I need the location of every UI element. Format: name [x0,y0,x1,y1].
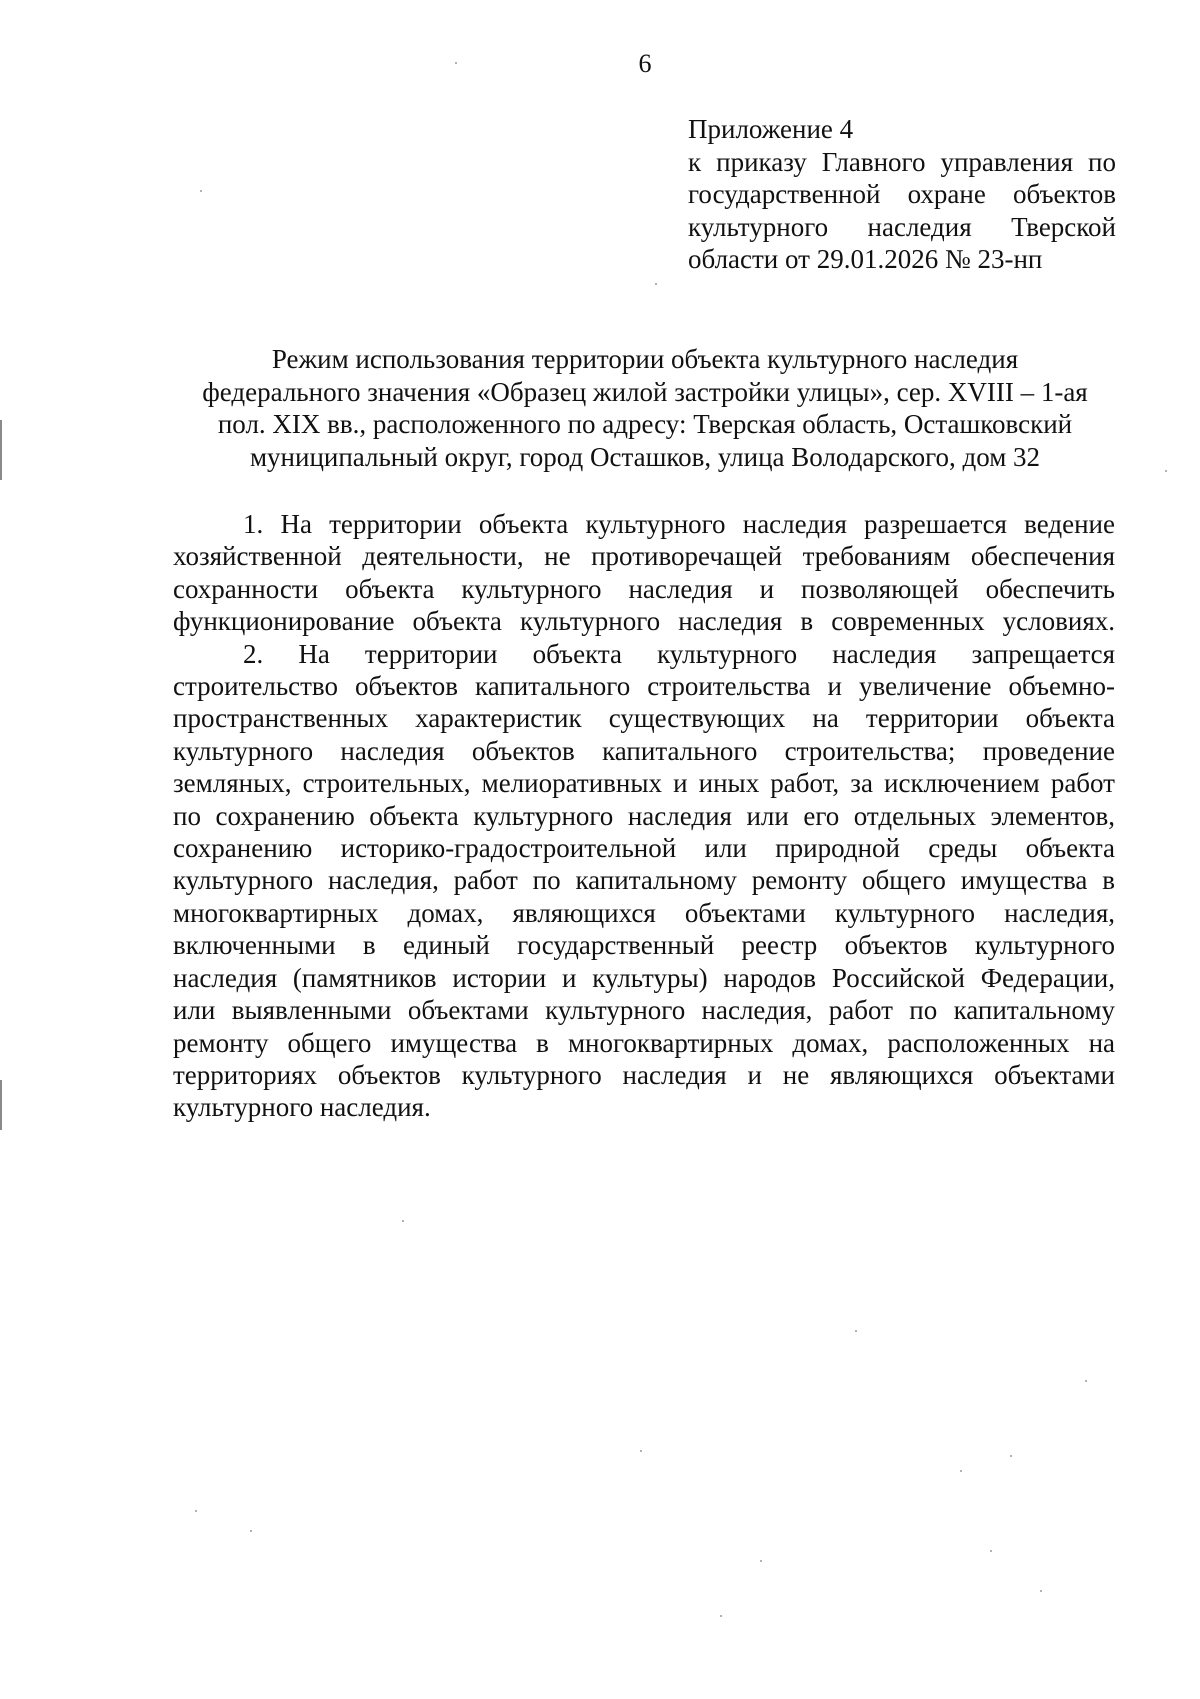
appendix-line: культурного наследия Тверской [688,211,1116,242]
paragraph-line: сохранности объекта культурного наследия и позволяющей обеспечить [173,573,1115,604]
paragraph-line: культурного наследия объектов капитального строительства; проведение [173,735,1115,766]
scan-speck [1165,470,1167,472]
appendix-header [688,113,1116,276]
scan-speck [195,1510,197,1512]
scan-speck [855,1330,857,1332]
paragraph-line: строительство объектов капитального строительства и увеличение объемно- [173,671,1115,702]
appendix-line: области от 29.01.2026 № 23-нп [688,244,1043,274]
title-line: Режим использования территории объекта культурного наследия [271,344,1019,374]
document-body [173,508,1115,1124]
scan-speck [1040,1590,1042,1592]
paragraph-line: или выявленными объектами культурного наследия, работ по капитальному [173,995,1115,1026]
scan-speck [402,1220,404,1222]
scan-speck [1010,1455,1012,1457]
paragraph-line: включенными в единый государственный реестр объектов культурного [173,930,1115,961]
paragraph-line: пространственных характеристик существующих на территории объекта [173,703,1115,734]
paragraph-line: 1. На территории объекта культурного наследия разрешается ведение [243,509,1115,539]
paragraph-line: наследия (памятников истории и культуры) народов Российской Федерации, [173,962,1115,993]
paragraph-line: функционирование объекта культурного наследия в современных условиях. [173,606,1115,637]
paragraph-line: сохранению историко-градостроительной или природной среды объекта [173,833,1115,864]
scan-speck [640,1450,642,1452]
scan-speck [990,1550,992,1552]
scan-edge-mark [0,420,2,480]
scan-speck [655,283,657,285]
paragraph-line: культурного наследия, работ по капитальному ремонту общего имущества в [173,865,1115,896]
title-line: муниципальный округ, город Осташков, улица Володарского, дом 32 [249,441,1041,472]
scan-edge-mark [0,1080,2,1130]
paragraph-1 [173,508,1115,638]
title-line: пол. XIX вв., расположенного по адресу: Тверская область, Осташковский [217,409,1073,439]
paragraph-line: 2. На территории объекта культурного наследия запрещается [243,638,1115,669]
paragraph-line: земляных, строительных, мелиоративных и иных работ, за исключением работ [173,768,1115,799]
paragraph-line: культурного наследия. [173,1092,431,1123]
scan-speck [455,62,457,64]
scan-speck [720,1615,722,1617]
scan-speck [1085,1380,1087,1382]
appendix-line: к приказу Главного управления по [688,146,1116,177]
paragraph-2 [173,638,1115,1124]
paragraph-line: ремонту общего имущества в многоквартирных домах, расположенных на [173,1027,1115,1058]
scan-speck [960,1470,962,1472]
page-number: 6 [638,49,652,78]
scan-speck [200,190,202,192]
appendix-line: государственной охране объектов [688,179,1116,209]
appendix-line: Приложение 4 [688,114,854,144]
paragraph-line: территориях объектов культурного наследия и не являющихся объектами [173,1059,1115,1090]
paragraph-line: по сохранению объекта культурного наследия или его отдельных элементов, [173,800,1115,831]
document-title [160,343,1130,473]
paragraph-line: многоквартирных домах, являющихся объектами культурного наследия, [173,897,1115,928]
scan-speck [250,1530,252,1532]
paragraph-line: хозяйственной деятельности, не противоречащей требованиям обеспечения [173,541,1115,572]
title-line: федерального значения «Образец жилой застройки улицы», сер. XVIII – 1-ая [202,376,1088,407]
scan-speck [760,1560,762,1562]
